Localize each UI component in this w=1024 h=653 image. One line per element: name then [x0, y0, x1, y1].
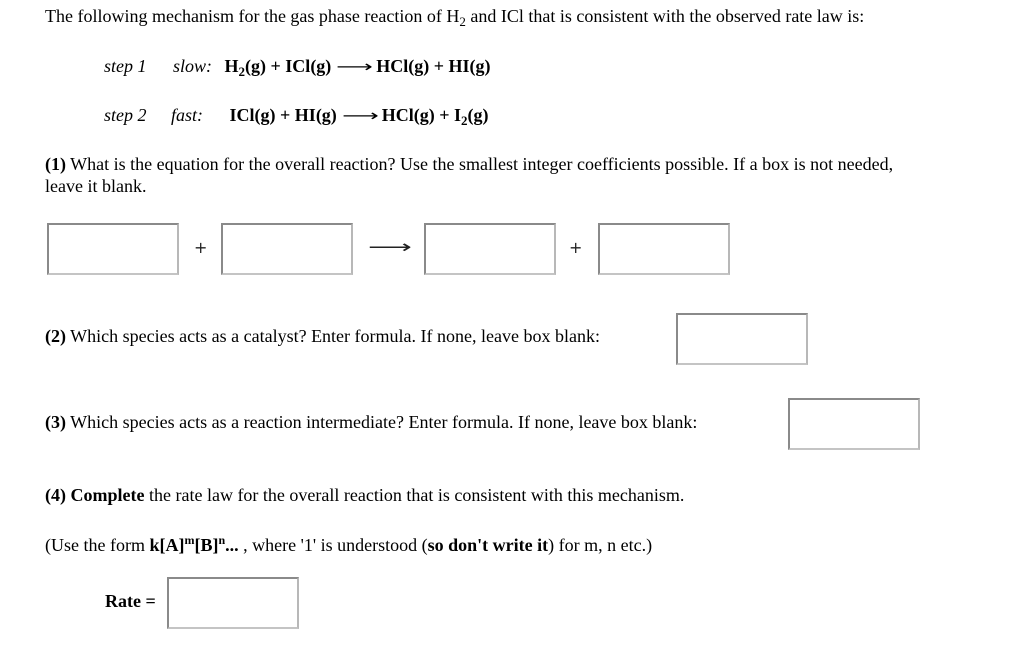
step-equation: ICl(g) + HI(g) ⟶ $HCl(g) + I_2(g)$ [229, 105, 489, 128]
reaction-arrow-icon: ⟶ [341, 106, 379, 125]
question-2-text: (2) Which species acts as a catalyst? Enter formula. If none, leave box blank: [45, 326, 600, 346]
plus-sign: + [194, 238, 208, 257]
product-2-input[interactable] [598, 223, 730, 275]
question-4-text: (4) Complete the rate law for the overall reaction that is consistent with this mechanism. [45, 485, 685, 505]
reactant-1-input[interactable] [47, 223, 179, 275]
mechanism-step-1 [104, 56, 491, 77]
step-label: step 2 [104, 105, 147, 125]
step-equation: $H_2(g) + ICl(g)$ ⟶ HCl(g) + HI(g) [224, 56, 491, 79]
step-speed: slow: [173, 56, 213, 76]
plus-sign: + [569, 238, 583, 257]
rate-label: Rate = [105, 591, 156, 611]
question-3-text: (3) Which species acts as a reaction intermediate? Enter formula. If none, leave box blank: [45, 412, 698, 432]
question-1-text-line2: leave it blank. [45, 176, 147, 196]
rate-law-input[interactable] [167, 577, 299, 629]
intermediate-input[interactable] [788, 398, 920, 450]
intro-text: The following mechanism for the gas phase reaction of $H_2$ and ICl that is consistent with the observed rate law is: [45, 6, 865, 29]
reaction-arrow-icon: ⟶ [368, 237, 412, 258]
question-1-text: (1) What is the equation for the overall reaction? Use the smallest integer coefficients possible. If a box is not needed, [45, 154, 894, 174]
reactant-2-input[interactable] [221, 223, 353, 275]
catalyst-input[interactable] [676, 313, 808, 365]
product-1-input[interactable] [424, 223, 556, 275]
rate-law-hint: (Use the form $k[A]^m[B]^n$... , where '1' is understood (so don't write it) for m, n etc.) [45, 533, 653, 555]
step-speed: fast: [171, 105, 204, 125]
reaction-arrow-icon: ⟶ [336, 57, 374, 76]
mechanism-step-2 [104, 105, 489, 126]
step-label: step 1 [104, 56, 147, 76]
